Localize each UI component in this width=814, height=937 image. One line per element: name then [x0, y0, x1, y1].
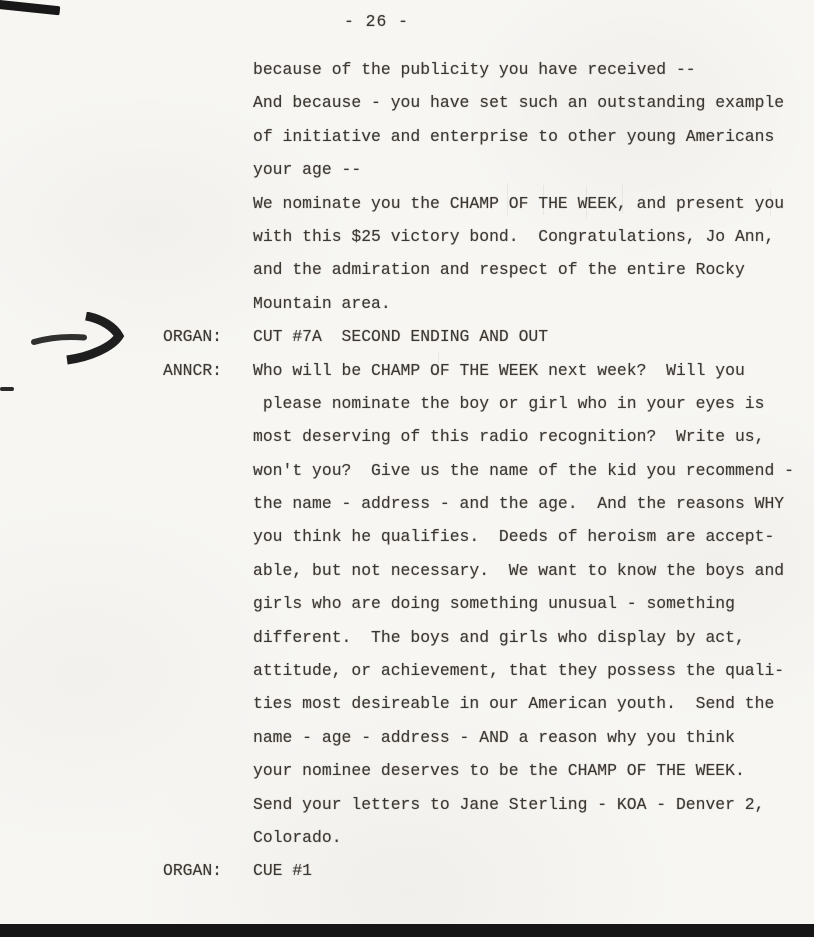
- dialogue-line: please nominate the boy or girl who in your eyes is: [253, 393, 765, 413]
- scan-streak: [622, 184, 623, 214]
- script-row: [0, 621, 814, 654]
- script-row: [0, 253, 814, 286]
- dialogue-line: attitude, or achievement, that they possess the quali-: [253, 661, 785, 681]
- dialogue-line: you think he qualifies. Deeds of heroism are accept-: [253, 527, 775, 547]
- dialogue-line: with this $25 victory bond. Congratulations, Jo Ann,: [253, 226, 775, 246]
- page-number: - 26 -: [344, 12, 410, 31]
- scan-streak: [586, 186, 587, 218]
- speaker-label: ORGAN:: [163, 861, 223, 881]
- dialogue-line: different. The boys and girls who display by act,: [253, 627, 745, 647]
- dialogue-line: CUE #1: [253, 861, 313, 881]
- script-row: [0, 454, 814, 487]
- script-row: [0, 721, 814, 754]
- scan-streak: [438, 352, 439, 376]
- script-row: [0, 520, 814, 553]
- script-row: [0, 854, 814, 887]
- dialogue-line: your nominee deserves to be the CHAMP OF THE WEEK.: [253, 761, 745, 781]
- scan-artifact-bottom-bar: [0, 924, 814, 937]
- script-row: [0, 153, 814, 186]
- script-row: [0, 821, 814, 854]
- dialogue-line: And because - you have set such an outstanding example: [253, 93, 785, 113]
- scan-streak: [543, 185, 544, 215]
- script-row: [0, 86, 814, 119]
- dialogue-line: able, but not necessary. We want to know the boys and: [253, 560, 785, 580]
- dialogue-line: most deserving of this radio recognition? Write us,: [253, 427, 765, 447]
- script-row: [0, 387, 814, 420]
- dialogue-line: because of the publicity you have received --: [253, 60, 696, 79]
- dialogue-line: Who will be CHAMP OF THE WEEK next week? Will you: [253, 360, 745, 380]
- dialogue-line: Colorado.: [253, 827, 342, 847]
- speaker-label: ORGAN:: [163, 327, 223, 347]
- dialogue-line: your age --: [253, 160, 362, 180]
- script-row: [0, 53, 814, 86]
- dialogue-line: and the admiration and respect of the entire Rocky: [253, 260, 745, 280]
- script-row: [0, 120, 814, 153]
- script-row: [0, 420, 814, 453]
- script-row: [0, 788, 814, 821]
- dialogue-line: Mountain area.: [253, 293, 391, 313]
- dialogue-line: of initiative and enterprise to other young Americans: [253, 126, 775, 146]
- script-row: [0, 187, 814, 220]
- hand-drawn-arrow-icon: [28, 312, 128, 366]
- script-row: [0, 587, 814, 620]
- dialogue-line: CUT #7A SECOND ENDING AND OUT: [253, 327, 549, 347]
- dialogue-line: We nominate you the CHAMP OF THE WEEK, and present you: [253, 193, 785, 213]
- script-row: [0, 554, 814, 587]
- scan-artifact-top-left: [0, 0, 60, 15]
- scan-streak: [507, 183, 508, 217]
- script-body: [0, 53, 814, 888]
- dialogue-line: the name - address - and the age. And the reasons WHY: [253, 494, 785, 514]
- dialogue-line: won't you? Give us the name of the kid you recommend -: [253, 460, 794, 480]
- scan-artifact-left-edge: [0, 387, 14, 391]
- script-row: [0, 687, 814, 720]
- script-row: [0, 487, 814, 520]
- script-row: [0, 754, 814, 787]
- speaker-label: ANNCR:: [163, 360, 223, 380]
- script-row: [0, 654, 814, 687]
- script-row: [0, 220, 814, 253]
- dialogue-line: ties most desireable in our American youth. Send the: [253, 694, 775, 714]
- scan-streak: [770, 190, 771, 216]
- dialogue-line: girls who are doing something unusual - something: [253, 594, 735, 614]
- dialogue-line: name - age - address - AND a reason why you think: [253, 727, 735, 747]
- dialogue-line: Send your letters to Jane Sterling - KOA - Denver 2,: [253, 794, 765, 814]
